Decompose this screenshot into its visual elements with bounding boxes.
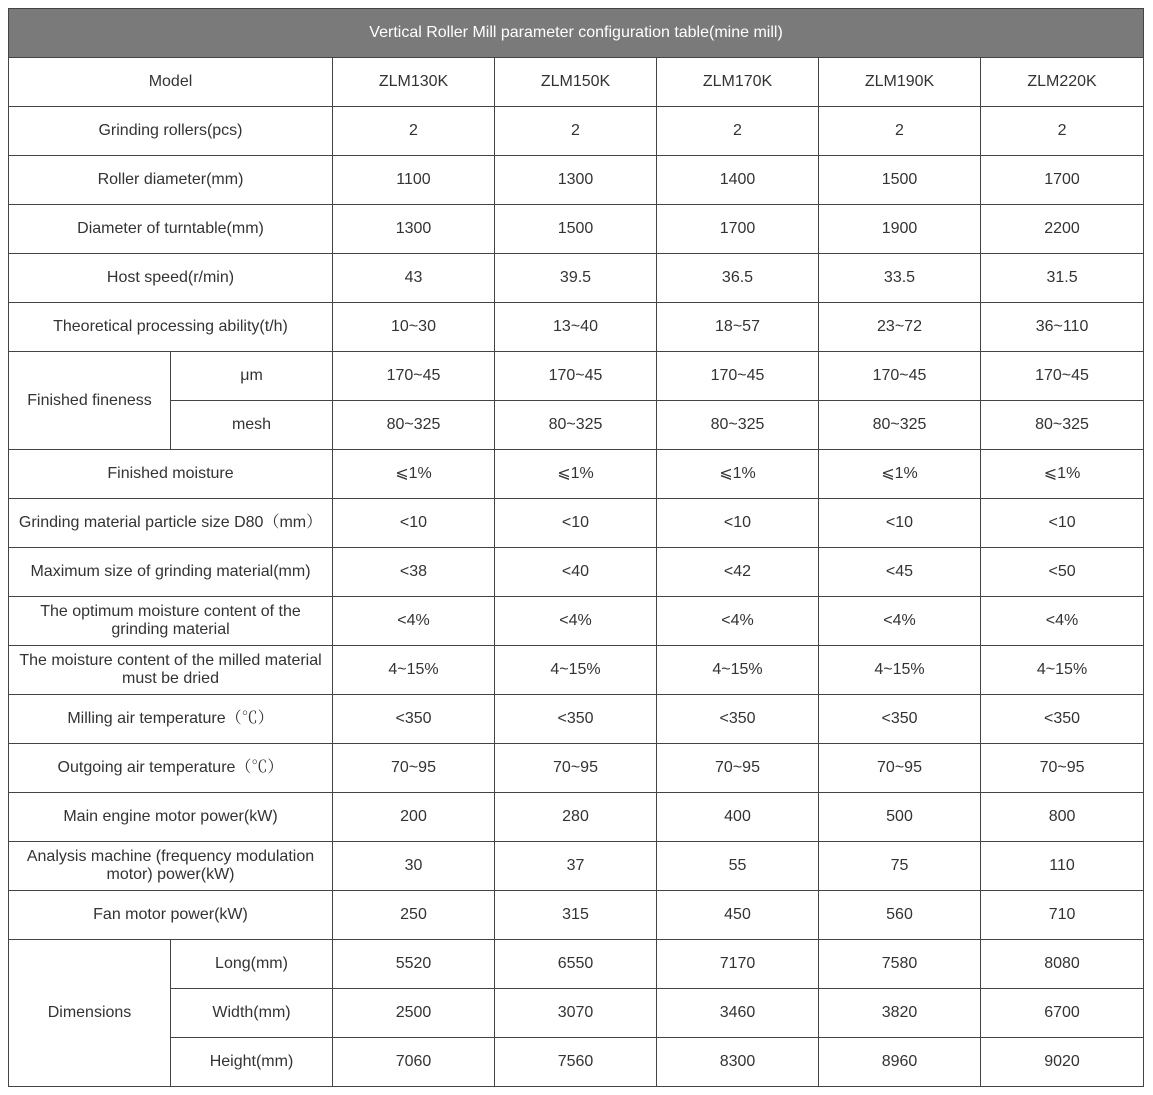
table-cell: <10 xyxy=(819,499,981,548)
parameter-table xyxy=(8,8,1144,1087)
table-cell: 13~40 xyxy=(495,303,657,352)
table-cell: 4~15% xyxy=(819,646,981,695)
table-cell: 1400 xyxy=(657,156,819,205)
table-cell: 2 xyxy=(981,107,1144,156)
row-label: Milling air temperature（℃） xyxy=(9,695,333,744)
row-sublabel: Long(mm) xyxy=(171,940,333,989)
row-sublabel: μm xyxy=(171,352,333,401)
table-cell: 70~95 xyxy=(819,744,981,793)
table-cell: ⩽1% xyxy=(495,450,657,499)
row-sublabel: Width(mm) xyxy=(171,989,333,1038)
table-cell: 10~30 xyxy=(333,303,495,352)
table-cell: 4~15% xyxy=(495,646,657,695)
table-cell: 400 xyxy=(657,793,819,842)
table-cell: 36~110 xyxy=(981,303,1144,352)
model-header-cell: ZLM220K xyxy=(981,58,1144,107)
table-cell: 30 xyxy=(333,842,495,891)
table-cell: 80~325 xyxy=(657,401,819,450)
table-cell: 37 xyxy=(495,842,657,891)
table-cell: 560 xyxy=(819,891,981,940)
table-row xyxy=(9,303,1144,352)
table-cell: 2 xyxy=(657,107,819,156)
table-cell: 170~45 xyxy=(333,352,495,401)
table-cell: 36.5 xyxy=(657,254,819,303)
table-cell: 1500 xyxy=(495,205,657,254)
table-cell: 3070 xyxy=(495,989,657,1038)
table-cell: 8960 xyxy=(819,1038,981,1087)
table-row xyxy=(9,842,1144,891)
table-cell: <50 xyxy=(981,548,1144,597)
table-cell: 43 xyxy=(333,254,495,303)
table-cell: 1300 xyxy=(495,156,657,205)
table-row xyxy=(9,401,1144,450)
table-row xyxy=(9,989,1144,1038)
table-cell: 8300 xyxy=(657,1038,819,1087)
table-cell: <10 xyxy=(981,499,1144,548)
table-cell: 500 xyxy=(819,793,981,842)
table-cell: 33.5 xyxy=(819,254,981,303)
model-header-cell: ZLM150K xyxy=(495,58,657,107)
row-sublabel: mesh xyxy=(171,401,333,450)
table-cell: 170~45 xyxy=(495,352,657,401)
table-row xyxy=(9,450,1144,499)
table-cell: 1300 xyxy=(333,205,495,254)
model-header-row xyxy=(9,58,1144,107)
row-label: Diameter of turntable(mm) xyxy=(9,205,333,254)
title-row xyxy=(9,9,1144,58)
table-cell: <38 xyxy=(333,548,495,597)
table-cell: 7060 xyxy=(333,1038,495,1087)
group-label-finished-fineness: Finished fineness xyxy=(9,352,171,450)
table-cell: 2 xyxy=(819,107,981,156)
table-cell: 1700 xyxy=(981,156,1144,205)
table-cell: <350 xyxy=(819,695,981,744)
table-row xyxy=(9,891,1144,940)
table-cell: <10 xyxy=(495,499,657,548)
row-sublabel: Height(mm) xyxy=(171,1038,333,1087)
model-header-label: Model xyxy=(9,58,333,107)
table-cell: ⩽1% xyxy=(657,450,819,499)
table-cell: 250 xyxy=(333,891,495,940)
table-cell: 55 xyxy=(657,842,819,891)
table-cell: 1500 xyxy=(819,156,981,205)
table-cell: 80~325 xyxy=(981,401,1144,450)
table-cell: 1700 xyxy=(657,205,819,254)
table-cell: 70~95 xyxy=(495,744,657,793)
table-row xyxy=(9,793,1144,842)
table-cell: <4% xyxy=(333,597,495,646)
table-cell: 3460 xyxy=(657,989,819,1038)
table-cell: 4~15% xyxy=(981,646,1144,695)
table-cell: 18~57 xyxy=(657,303,819,352)
row-label: Roller diameter(mm) xyxy=(9,156,333,205)
table-cell: 9020 xyxy=(981,1038,1144,1087)
table-row xyxy=(9,548,1144,597)
table-row xyxy=(9,1038,1144,1087)
table-cell: 4~15% xyxy=(657,646,819,695)
table-cell: <350 xyxy=(495,695,657,744)
table-cell: 70~95 xyxy=(981,744,1144,793)
table-cell: 80~325 xyxy=(819,401,981,450)
table-row xyxy=(9,352,1144,401)
table-cell: 70~95 xyxy=(657,744,819,793)
table-cell: 170~45 xyxy=(819,352,981,401)
table-cell: 450 xyxy=(657,891,819,940)
table-cell: <10 xyxy=(657,499,819,548)
table-cell: 170~45 xyxy=(657,352,819,401)
table-cell: <45 xyxy=(819,548,981,597)
table-cell: <350 xyxy=(981,695,1144,744)
table-cell: <4% xyxy=(981,597,1144,646)
table-cell: ⩽1% xyxy=(333,450,495,499)
table-row xyxy=(9,156,1144,205)
table-cell: <42 xyxy=(657,548,819,597)
table-cell: 80~325 xyxy=(495,401,657,450)
table-cell: 39.5 xyxy=(495,254,657,303)
row-label: Maximum size of grinding material(mm) xyxy=(9,548,333,597)
table-cell: <4% xyxy=(819,597,981,646)
row-label: Theoretical processing ability(t/h) xyxy=(9,303,333,352)
model-header-cell: ZLM170K xyxy=(657,58,819,107)
table-row xyxy=(9,940,1144,989)
table-cell: 2200 xyxy=(981,205,1144,254)
table-cell: 7580 xyxy=(819,940,981,989)
table-title: Vertical Roller Mill parameter configuration table(mine mill) xyxy=(9,9,1144,58)
table-cell: 80~325 xyxy=(333,401,495,450)
row-label: The optimum moisture content of the grinding material xyxy=(9,597,333,646)
table-cell: 280 xyxy=(495,793,657,842)
table-cell: 1100 xyxy=(333,156,495,205)
table-cell: 7560 xyxy=(495,1038,657,1087)
table-cell: 6550 xyxy=(495,940,657,989)
row-label: Grinding rollers(pcs) xyxy=(9,107,333,156)
table-cell: <4% xyxy=(657,597,819,646)
table-cell: 2 xyxy=(495,107,657,156)
row-label: Fan motor power(kW) xyxy=(9,891,333,940)
table-cell: 315 xyxy=(495,891,657,940)
table-cell: 3820 xyxy=(819,989,981,1038)
table-cell: 710 xyxy=(981,891,1144,940)
table-row xyxy=(9,695,1144,744)
table-row xyxy=(9,107,1144,156)
table-cell: <4% xyxy=(495,597,657,646)
table-cell: <40 xyxy=(495,548,657,597)
table-cell: 31.5 xyxy=(981,254,1144,303)
row-label: Analysis machine (frequency modulation motor) power(kW) xyxy=(9,842,333,891)
table-cell: 200 xyxy=(333,793,495,842)
table-cell: 2500 xyxy=(333,989,495,1038)
table-cell: <350 xyxy=(657,695,819,744)
table-row xyxy=(9,499,1144,548)
table-cell: 75 xyxy=(819,842,981,891)
group-label-dimensions: Dimensions xyxy=(9,940,171,1087)
model-header-cell: ZLM130K xyxy=(333,58,495,107)
row-label: Main engine motor power(kW) xyxy=(9,793,333,842)
table-cell: 2 xyxy=(333,107,495,156)
row-label: The moisture content of the milled material must be dried xyxy=(9,646,333,695)
table-cell: 110 xyxy=(981,842,1144,891)
table-cell: 8080 xyxy=(981,940,1144,989)
model-header-cell: ZLM190K xyxy=(819,58,981,107)
table-cell: 4~15% xyxy=(333,646,495,695)
table-cell: 23~72 xyxy=(819,303,981,352)
row-label: Grinding material particle size D80（mm） xyxy=(9,499,333,548)
row-label: Outgoing air temperature（℃） xyxy=(9,744,333,793)
table-cell: <10 xyxy=(333,499,495,548)
table-row xyxy=(9,597,1144,646)
table-cell: 70~95 xyxy=(333,744,495,793)
table-cell: <350 xyxy=(333,695,495,744)
table-row xyxy=(9,205,1144,254)
row-label: Host speed(r/min) xyxy=(9,254,333,303)
row-label: Finished moisture xyxy=(9,450,333,499)
table-cell: 170~45 xyxy=(981,352,1144,401)
table-cell: ⩽1% xyxy=(819,450,981,499)
table-cell: 7170 xyxy=(657,940,819,989)
table-cell: 5520 xyxy=(333,940,495,989)
table-row xyxy=(9,744,1144,793)
table-cell: 6700 xyxy=(981,989,1144,1038)
table-row xyxy=(9,646,1144,695)
table-cell: 1900 xyxy=(819,205,981,254)
table-cell: ⩽1% xyxy=(981,450,1144,499)
table-cell: 800 xyxy=(981,793,1144,842)
table-row xyxy=(9,254,1144,303)
